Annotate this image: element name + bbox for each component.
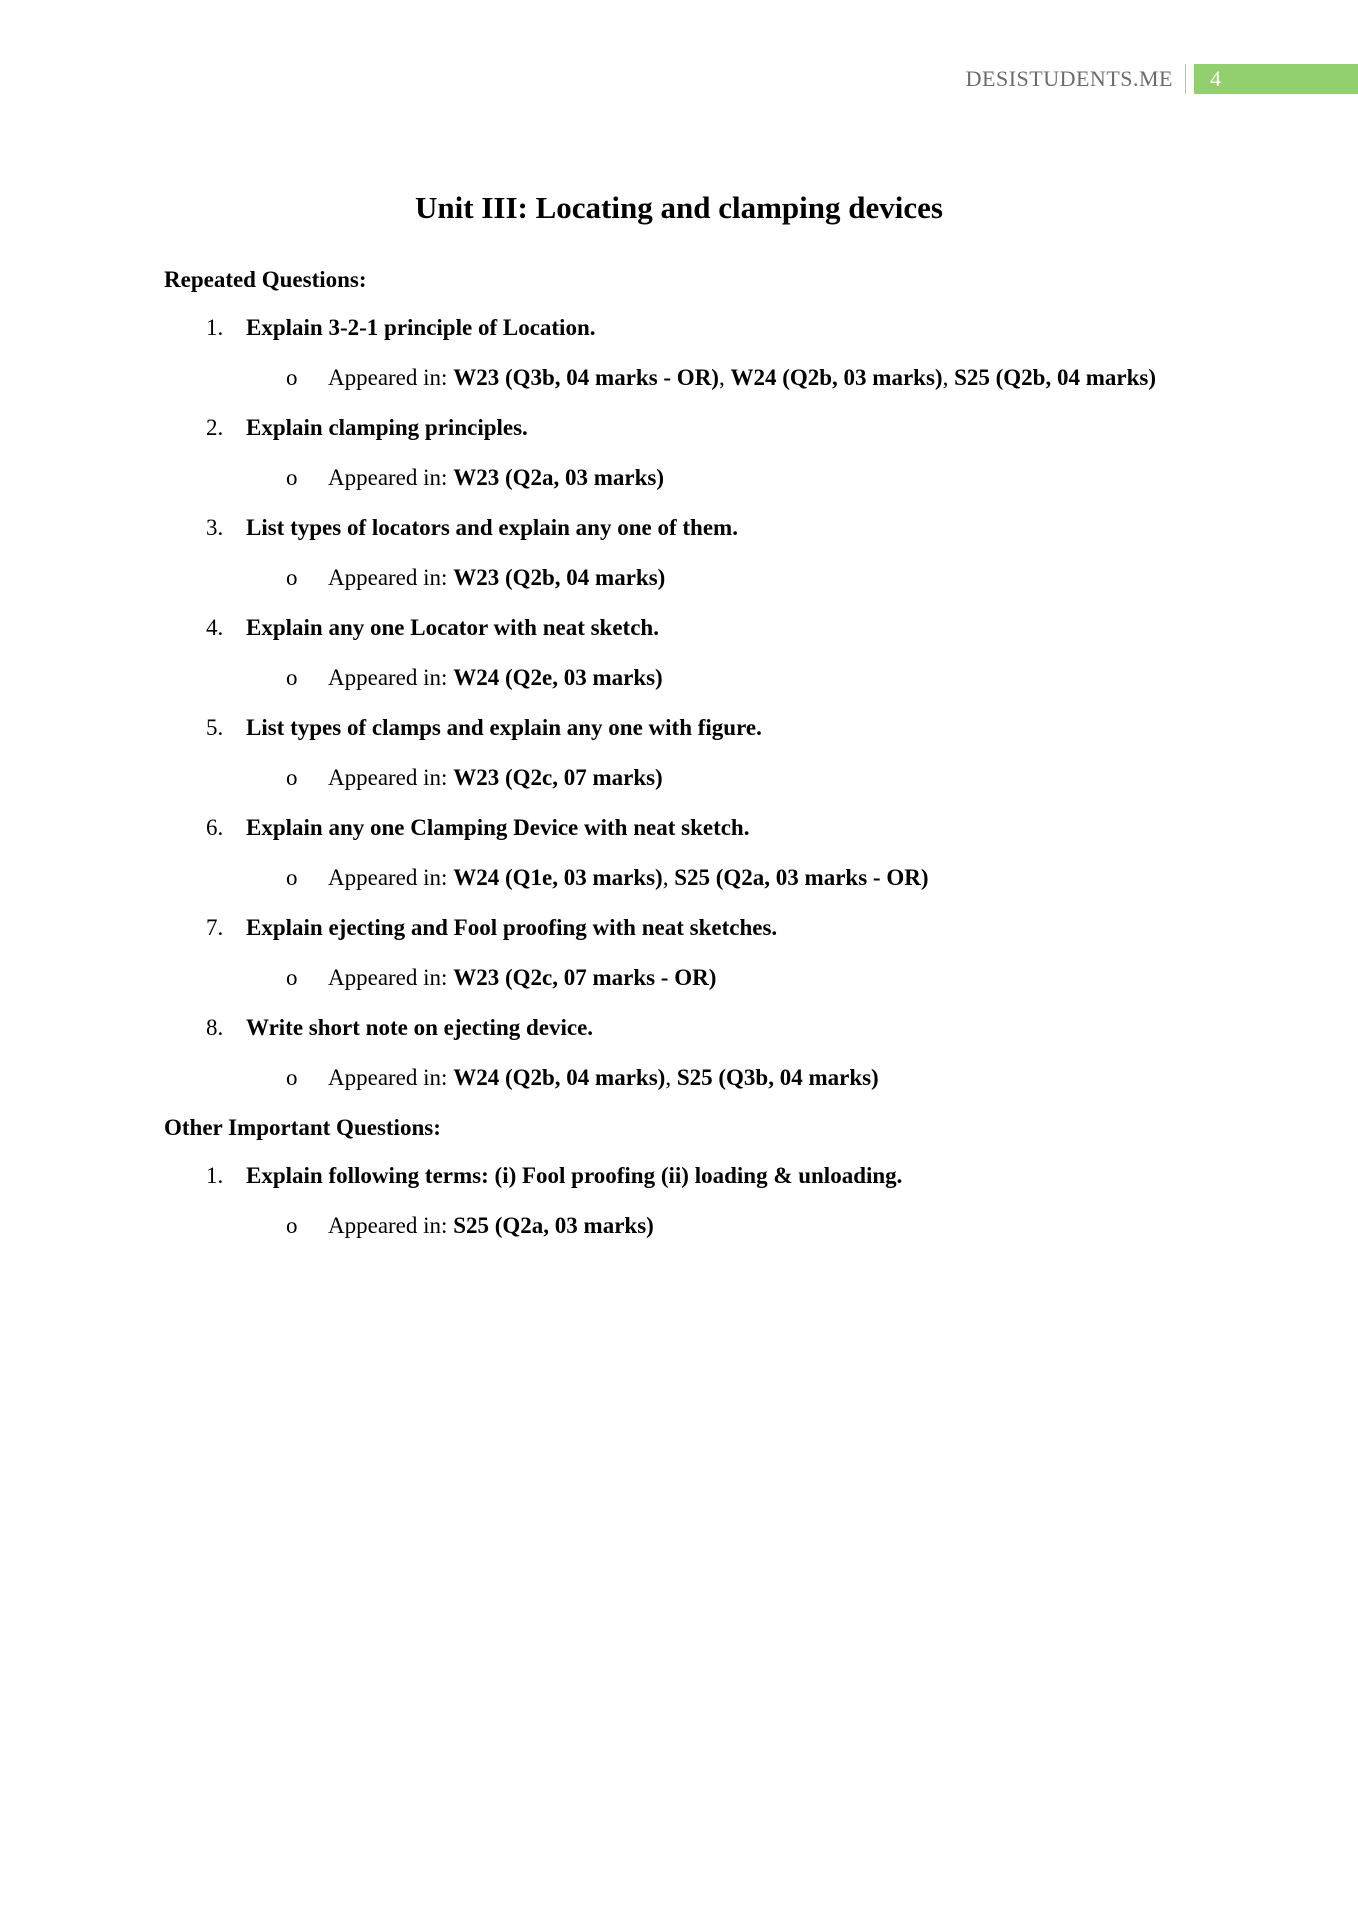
appeared-in-item <box>164 463 1224 493</box>
exam-reference: S25 (Q3b, 04 marks) <box>676 1065 879 1090</box>
appeared-in-text <box>328 763 1158 793</box>
appeared-in-label: Appeared in: <box>328 865 454 890</box>
question-text: Explain following terms: (i) Fool proofing (ii) loading & unloading. <box>246 1163 903 1188</box>
appeared-in-text <box>328 963 1158 993</box>
question-number: 5. <box>206 715 224 740</box>
question-number-cell <box>164 1161 246 1191</box>
question-number: 8. <box>206 1015 224 1040</box>
question-number: 4. <box>206 615 224 640</box>
exam-reference: W23 (Q3b, 04 marks - OR) <box>453 365 719 390</box>
question-text: Explain 3-2-1 principle of Location. <box>246 315 596 340</box>
question-number-cell <box>164 713 246 743</box>
question-number-cell <box>164 1013 246 1043</box>
appeared-in-label: Appeared in: <box>328 465 454 490</box>
circle-bullet-icon: o <box>286 865 298 890</box>
appeared-in-text <box>328 563 1158 593</box>
circle-bullet-icon: o <box>286 365 298 390</box>
header-divider <box>1185 64 1186 94</box>
appeared-in-item <box>164 1211 1224 1241</box>
question-item <box>164 713 1224 743</box>
page-header <box>966 62 1358 96</box>
question-text: Write short note on ejecting device. <box>246 1015 594 1040</box>
question-item <box>164 1161 1224 1191</box>
document-body <box>164 265 1224 1261</box>
circle-bullet-icon: o <box>286 465 298 490</box>
appeared-in-item <box>164 963 1224 993</box>
appeared-in-text <box>328 1211 1158 1241</box>
question-number-cell <box>164 313 246 343</box>
question-text: Explain any one Locator with neat sketch. <box>246 615 659 640</box>
appeared-in-item <box>164 1063 1224 1093</box>
question-text: List types of locators and explain any one of them. <box>246 515 738 540</box>
reference-separator: , <box>665 1065 677 1090</box>
exam-reference: W24 (Q2b, 04 marks) <box>453 1065 666 1090</box>
appeared-in-item <box>164 563 1224 593</box>
question-number-cell <box>164 813 246 843</box>
appeared-in-label: Appeared in: <box>328 965 454 990</box>
exam-reference: S25 (Q2a, 03 marks - OR) <box>674 865 929 890</box>
page-number-badge: 4 <box>1194 64 1358 94</box>
appeared-in-text <box>328 863 1158 893</box>
exam-reference: W23 (Q2b, 04 marks) <box>453 565 666 590</box>
circle-bullet-icon: o <box>286 565 298 590</box>
appeared-in-label: Appeared in: <box>328 665 454 690</box>
exam-reference: W24 (Q2b, 03 marks) <box>730 365 943 390</box>
question-item <box>164 913 1224 943</box>
appeared-in-label: Appeared in: <box>328 365 454 390</box>
question-item <box>164 613 1224 643</box>
question-number-cell <box>164 513 246 543</box>
question-text: Explain clamping principles. <box>246 415 528 440</box>
exam-reference: W24 (Q2e, 03 marks) <box>453 665 663 690</box>
exam-reference: W23 (Q2c, 07 marks) <box>453 765 663 790</box>
question-item <box>164 513 1224 543</box>
appeared-in-label: Appeared in: <box>328 565 454 590</box>
appeared-in-text <box>328 363 1158 393</box>
appeared-in-label: Appeared in: <box>328 1213 454 1238</box>
question-text: List types of clamps and explain any one with figure. <box>246 715 762 740</box>
question-number-cell <box>164 913 246 943</box>
question-item <box>164 313 1224 343</box>
question-text: Explain ejecting and Fool proofing with neat sketches. <box>246 915 778 940</box>
appeared-in-item <box>164 663 1224 693</box>
exam-reference: S25 (Q2b, 04 marks) <box>954 365 1156 390</box>
question-number: 3. <box>206 515 224 540</box>
appeared-in-label: Appeared in: <box>328 1065 454 1090</box>
question-item <box>164 413 1224 443</box>
circle-bullet-icon: o <box>286 765 298 790</box>
exam-reference: W23 (Q2a, 03 marks) <box>453 465 665 490</box>
appeared-in-item <box>164 363 1224 393</box>
appeared-in-label: Appeared in: <box>328 765 454 790</box>
other-questions-list <box>164 1161 1224 1241</box>
question-text: Explain any one Clamping Device with neat sketch. <box>246 815 750 840</box>
exam-reference: S25 (Q2a, 03 marks) <box>453 1213 654 1238</box>
appeared-in-item <box>164 863 1224 893</box>
appeared-in-item <box>164 763 1224 793</box>
exam-reference: W23 (Q2c, 07 marks - OR) <box>453 965 717 990</box>
circle-bullet-icon: o <box>286 1065 298 1090</box>
reference-separator: , <box>662 865 675 890</box>
question-number: 2. <box>206 415 224 440</box>
appeared-in-text <box>328 1063 1158 1093</box>
circle-bullet-icon: o <box>286 1213 298 1238</box>
question-item <box>164 1013 1224 1043</box>
question-item <box>164 813 1224 843</box>
reference-separator: , <box>942 365 955 390</box>
other-questions-heading: Other Important Questions: <box>164 1115 441 1140</box>
question-number: 6. <box>206 815 224 840</box>
question-number-cell <box>164 413 246 443</box>
question-number: 1. <box>206 315 224 340</box>
repeated-questions-list <box>164 313 1224 1093</box>
question-number-cell <box>164 613 246 643</box>
appeared-in-text <box>328 463 1158 493</box>
repeated-questions-heading: Repeated Questions: <box>164 267 367 292</box>
circle-bullet-icon: o <box>286 965 298 990</box>
exam-reference: W24 (Q1e, 03 marks) <box>453 865 663 890</box>
circle-bullet-icon: o <box>286 665 298 690</box>
reference-separator: , <box>718 365 731 390</box>
site-name: DESISTUDENTS.ME <box>965 66 1173 91</box>
appeared-in-text <box>328 663 1158 693</box>
page-title: Unit III: Locating and clamping devices <box>415 190 943 225</box>
question-number: 7. <box>206 915 224 940</box>
question-number: 1. <box>206 1163 224 1188</box>
